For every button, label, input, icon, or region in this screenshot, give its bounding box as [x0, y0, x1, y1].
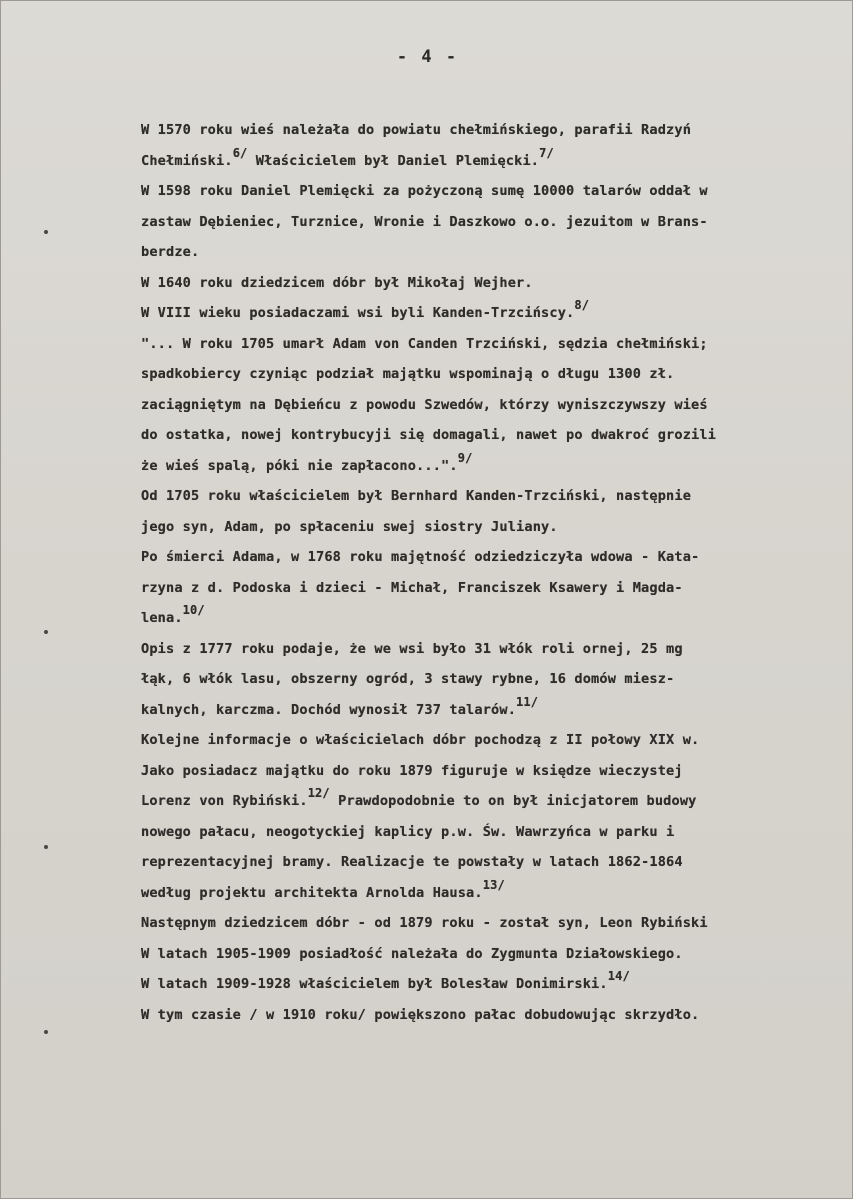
margin-dot — [44, 1030, 48, 1034]
text-line — [141, 512, 853, 543]
margin-dot — [44, 845, 48, 849]
text-line — [141, 603, 853, 634]
text-line — [141, 573, 853, 604]
margin-dot — [44, 230, 48, 234]
margin-dot — [44, 630, 48, 634]
body-text — [141, 115, 853, 1030]
text-segment: do ostatka, nowej kontrybucyji się domagali, nawet po dwakroć grozili — [141, 427, 717, 443]
text-segment: zaciągniętym na Dębieńcu z powodu Szwedów, którzy wyniszczywszy wieś — [141, 396, 708, 413]
text-line — [141, 146, 853, 177]
footnote-ref: 6/ — [232, 145, 248, 160]
text-segment: W tym czasie / w 1910 roku/ powiększono pałac dobudowując skrzydło. — [141, 1006, 700, 1023]
text-line — [141, 359, 853, 390]
text-segment: Następnym dziedzicem dóbr - od 1879 roku - został syn, Leon Rybiński — [141, 915, 708, 931]
text-segment: nowego pałacu, neogotyckiej kaplicy p.w. Św. Wawrzyńca w parku i — [141, 823, 675, 840]
footnote-ref: 13/ — [482, 877, 505, 892]
text-segment: Opis z 1777 roku podaje, że we wsi było 31 włók roli ornej, 25 mg — [141, 640, 683, 657]
text-line — [141, 420, 853, 451]
footnote-ref: 10/ — [182, 603, 205, 617]
text-segment: W VIII wieku posiadaczami wsi byli Kanden-Trzcińscy. — [141, 305, 575, 321]
text-segment: W 1598 roku Daniel Plemięcki za pożyczoną sumę 10000 talarów oddał w — [141, 183, 708, 199]
text-segment: lena. — [141, 610, 183, 626]
text-line — [141, 329, 853, 360]
text-line — [141, 176, 853, 207]
footnote-ref: 8/ — [574, 298, 590, 312]
text-segment: kalnych, karczma. Dochód wynosił 737 talarów. — [141, 701, 517, 718]
text-line — [141, 390, 853, 421]
text-segment: jego syn, Adam, po spłaceniu swej siostry Juliany. — [141, 518, 558, 535]
text-line — [141, 542, 853, 573]
text-line — [141, 939, 853, 970]
text-line — [141, 695, 853, 726]
text-segment: Chełmiński. — [141, 152, 233, 169]
text-segment: zastaw Dębieniec, Turznice, Wronie i Daszkowo o.o. jezuitom w Brans- — [141, 213, 708, 230]
text-line — [141, 847, 853, 878]
text-segment: W 1570 roku wieś należała do powiatu chełmińskiego, parafii Radzyń — [141, 122, 692, 138]
text-segment: Lorenz von Rybiński. — [141, 793, 308, 809]
text-line — [141, 817, 853, 848]
text-line — [141, 756, 853, 787]
footnote-ref: 11/ — [516, 694, 539, 709]
text-line — [141, 115, 853, 146]
text-line — [141, 451, 853, 482]
text-line — [141, 237, 853, 268]
text-segment: według projektu architekta Arnolda Hausa. — [141, 884, 483, 901]
text-line — [141, 207, 853, 238]
footnote-ref: 12/ — [307, 786, 330, 800]
text-segment: reprezentacyjnej bramy. Realizacje te powstały w latach 1862-1864 — [141, 854, 683, 870]
text-segment: Prawdopodobnie to on był inicjatorem budowy — [329, 793, 697, 809]
text-line — [141, 664, 853, 695]
page-number: - 4 - — [396, 47, 459, 67]
text-segment: spadkobiercy czyniąc podział majątku wspominają o długu 1300 zł. — [141, 366, 675, 382]
text-segment: W latach 1905-1909 posiadłość należała do Zygmunta Działowskiego. — [141, 945, 683, 962]
text-segment: łąk, 6 włók lasu, obszerny ogród, 3 stawy rybne, 16 domów miesz- — [141, 671, 675, 687]
text-line — [141, 786, 853, 817]
text-line — [141, 481, 853, 512]
text-segment: Od 1705 roku właścicielem był Bernhard Kanden-Trzciński, następnie — [141, 488, 692, 504]
text-line — [141, 1000, 853, 1031]
footnote-ref: 7/ — [539, 145, 554, 160]
text-line — [141, 268, 853, 299]
text-segment: berdze. — [141, 244, 200, 260]
text-segment: W 1640 roku dziedzicem dóbr był Mikołaj Wejher. — [141, 274, 533, 291]
text-line — [141, 298, 853, 329]
text-line — [141, 634, 853, 665]
text-segment: Po śmierci Adama, w 1768 roku majętność odziedziczyła wdowa - Kata- — [141, 549, 700, 565]
footnote-ref: 14/ — [607, 969, 630, 983]
text-line — [141, 969, 853, 1000]
footnote-ref: 9/ — [457, 450, 473, 465]
text-segment: Właścicielem był Daniel Plemięcki. — [247, 152, 540, 169]
text-segment: "... W roku 1705 umarł Adam von Canden Trzciński, sędzia chełmiński; — [141, 335, 708, 352]
text-segment: rzyna z d. Podoska i dzieci - Michał, Franciszek Ksawery i Magda- — [141, 579, 683, 596]
text-segment: Kolejne informacje o właścicielach dóbr pochodzą z II połowy XIX w. — [141, 732, 700, 748]
text-line — [141, 878, 853, 909]
text-segment: Jako posiadacz majątku do roku 1879 figuruje w księdze wieczystej — [141, 762, 683, 779]
text-line — [141, 725, 853, 756]
text-segment: że wieś spalą, póki nie zapłacono...". — [141, 457, 458, 474]
text-segment: W latach 1909-1928 właścicielem był Bolesław Donimirski. — [141, 976, 608, 992]
text-line — [141, 908, 853, 939]
